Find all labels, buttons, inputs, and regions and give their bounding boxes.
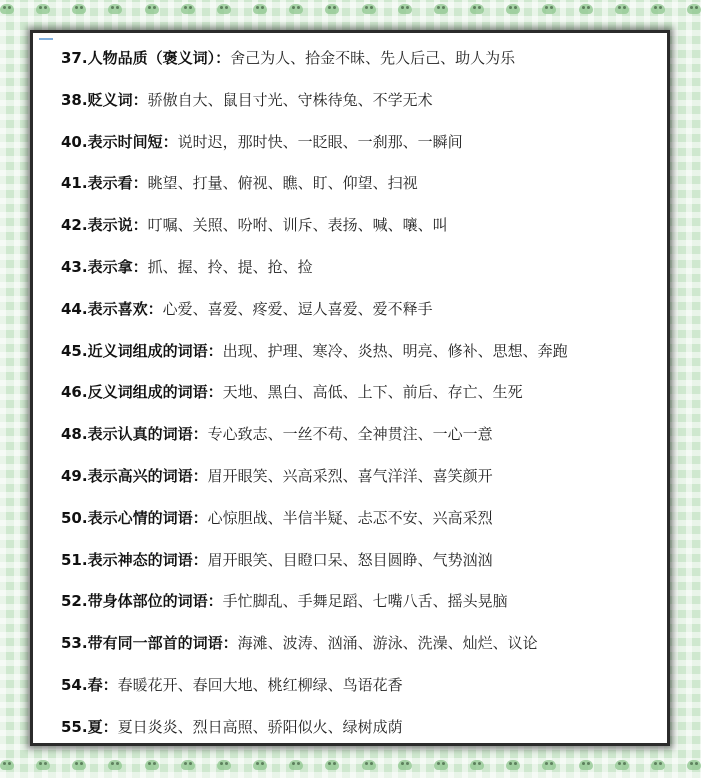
entry-definition: 夏日炎炎、烈日高照、骄阳似火、绿树成荫 bbox=[117, 717, 403, 736]
frog-icon bbox=[253, 760, 267, 770]
frog-icon bbox=[434, 760, 448, 770]
frog-icon bbox=[36, 760, 50, 770]
entry-definition: 心爱、喜爱、疼爱、逗人喜爱、爱不释手 bbox=[162, 299, 433, 318]
frog-icon bbox=[362, 760, 376, 770]
entry-definition: 春暖花开、春回大地、桃红柳绿、鸟语花香 bbox=[117, 675, 403, 694]
list-item bbox=[61, 169, 657, 211]
entry-definition: 眉开眼笑、兴高采烈、喜气洋洋、喜笑颜开 bbox=[207, 466, 493, 485]
entry-term: 44.表示喜欢： bbox=[61, 299, 163, 318]
frog-icon bbox=[145, 4, 159, 14]
entry-definition: 海滩、波涛、汹涌、游泳、洗澡、灿烂、议论 bbox=[237, 634, 538, 653]
frog-icon bbox=[289, 760, 303, 770]
frog-icon bbox=[651, 4, 665, 14]
entry-term: 52.带身体部位的词语： bbox=[61, 592, 223, 611]
frog-icon bbox=[398, 4, 412, 14]
list-item bbox=[61, 546, 657, 588]
list-item bbox=[61, 211, 657, 253]
entry-term: 37.人物品质（褒义词）： bbox=[61, 49, 231, 67]
frog-icon bbox=[651, 760, 665, 770]
vocabulary-panel bbox=[30, 30, 670, 746]
frog-icon bbox=[72, 760, 86, 770]
entry-definition: 骄傲自大、鼠目寸光、守株待兔、不学无术 bbox=[147, 90, 433, 109]
frog-icon bbox=[217, 760, 231, 770]
list-item bbox=[61, 378, 657, 420]
frog-icon bbox=[181, 4, 195, 14]
frog-icon bbox=[542, 4, 556, 14]
list-item bbox=[61, 337, 657, 379]
list-item bbox=[61, 86, 657, 128]
entry-definition: 手忙脚乱、手舞足蹈、七嘴八舌、摇头晃脑 bbox=[222, 592, 508, 611]
list-item bbox=[61, 128, 657, 170]
frog-icon bbox=[687, 760, 701, 770]
entry-term: 42.表示说： bbox=[61, 216, 148, 235]
list-item bbox=[61, 253, 657, 295]
entry-definition: 叮嘱、关照、吩咐、训斥、表扬、喊、嚷、叫 bbox=[147, 216, 448, 235]
entry-definition: 出现、护理、寒冷、炎热、明亮、修补、思想、奔跑 bbox=[222, 341, 568, 360]
list-item bbox=[61, 462, 657, 504]
entry-term: 53.带有同一部首的词语： bbox=[61, 634, 238, 653]
entry-term: 50.表示心情的词语： bbox=[61, 508, 208, 527]
list-item bbox=[61, 587, 657, 629]
frog-icon bbox=[325, 4, 339, 14]
frog-icon bbox=[542, 760, 556, 770]
entry-term: 51.表示神态的词语： bbox=[61, 550, 208, 569]
frog-icon bbox=[434, 4, 448, 14]
entry-definition: 舍己为人、拾金不昧、先人后己、助人为乐 bbox=[230, 49, 516, 67]
entry-term: 40.表示时间短： bbox=[61, 132, 178, 151]
entry-term: 54.春： bbox=[61, 675, 118, 694]
frog-icon bbox=[0, 4, 14, 14]
frog-icon bbox=[615, 760, 629, 770]
frog-icon bbox=[325, 760, 339, 770]
entry-term: 43.表示拿： bbox=[61, 257, 148, 276]
entry-term: 45.近义词组成的词语： bbox=[61, 341, 223, 360]
entry-definition: 眉开眼笑、目瞪口呆、怒目圆睁、气势汹汹 bbox=[207, 550, 493, 569]
frog-icon bbox=[506, 4, 520, 14]
frog-icon bbox=[289, 4, 303, 14]
list-item bbox=[61, 504, 657, 546]
entry-term: 46.反义词组成的词语： bbox=[61, 383, 223, 402]
frog-icon bbox=[72, 4, 86, 14]
entry-definition: 专心致志、一丝不苟、全神贯注、一心一意 bbox=[207, 425, 493, 444]
frog-icon bbox=[217, 4, 231, 14]
frog-icon bbox=[615, 4, 629, 14]
frog-icon bbox=[470, 760, 484, 770]
frog-icon bbox=[181, 760, 195, 770]
frog-icon bbox=[506, 760, 520, 770]
list-item bbox=[61, 713, 657, 755]
list-item bbox=[61, 44, 657, 86]
entry-term: 41.表示看： bbox=[61, 174, 148, 193]
frog-icon bbox=[0, 760, 14, 770]
list-item bbox=[61, 629, 657, 671]
frog-icon bbox=[36, 4, 50, 14]
list-item bbox=[61, 420, 657, 462]
entry-term: 55.夏： bbox=[61, 717, 118, 736]
entry-definition: 抓、握、拎、提、抢、捡 bbox=[147, 257, 313, 276]
frog-icon bbox=[579, 760, 593, 770]
frog-icon bbox=[579, 4, 593, 14]
frog-icon bbox=[470, 4, 484, 14]
entry-term: 38.贬义词： bbox=[61, 90, 148, 109]
entry-definition: 说时迟，那时快、一眨眼、一刹那、一瞬间 bbox=[177, 132, 463, 151]
entry-definition: 眺望、打量、俯视、瞧、盯、仰望、扫视 bbox=[147, 174, 418, 193]
frog-icon bbox=[108, 760, 122, 770]
frog-icon bbox=[687, 4, 701, 14]
frog-icon bbox=[398, 760, 412, 770]
list-item bbox=[61, 295, 657, 337]
vocabulary-list bbox=[61, 44, 657, 755]
entry-term: 48.表示认真的词语： bbox=[61, 425, 208, 444]
frog-icon bbox=[253, 4, 267, 14]
entry-definition: 心惊胆战、半信半疑、忐忑不安、兴高采烈 bbox=[207, 508, 493, 527]
frog-icon bbox=[145, 760, 159, 770]
frog-icon bbox=[362, 4, 376, 14]
panel-corner-mark bbox=[39, 38, 53, 40]
list-item bbox=[61, 671, 657, 713]
entry-term: 49.表示高兴的词语： bbox=[61, 466, 208, 485]
frog-pattern-bottom bbox=[0, 760, 701, 770]
entry-definition: 天地、黑白、高低、上下、前后、存亡、生死 bbox=[222, 383, 523, 402]
frog-icon bbox=[108, 4, 122, 14]
frog-pattern-top bbox=[0, 4, 701, 14]
